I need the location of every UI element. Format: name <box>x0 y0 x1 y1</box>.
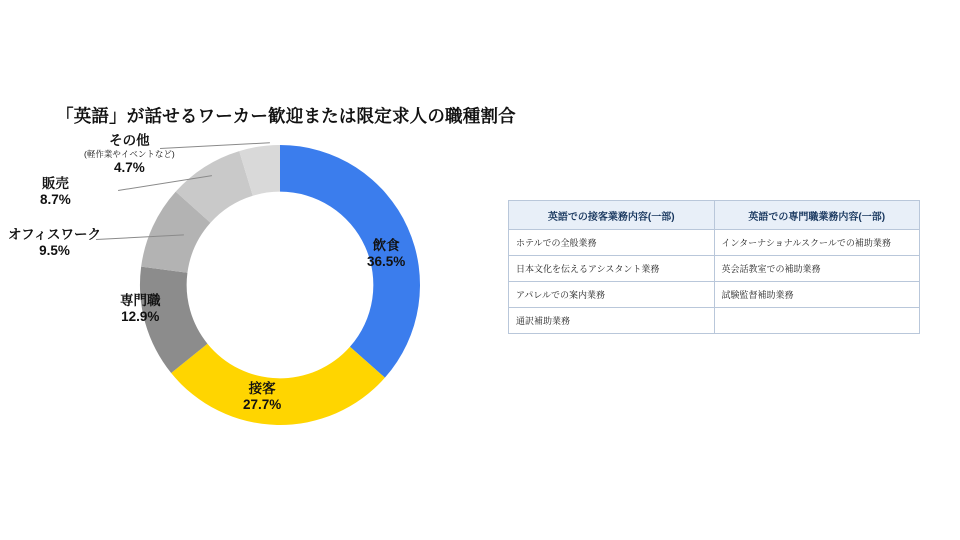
slice-label-service-pct: 27.7% <box>243 397 282 413</box>
slice-label-sales <box>40 176 71 209</box>
slice-label-food <box>367 238 405 271</box>
table-cell-service: 日本文化を伝えるアシスタント業務 <box>509 256 715 282</box>
chart-title: 「英語」が話せるワーカー歓迎または限定求人の職種割合 <box>56 106 516 126</box>
slice-label-office-pct: 9.5% <box>39 243 70 259</box>
table-cell-professional: 英会話教室での補助業務 <box>714 256 920 282</box>
table-header-professional: 英語での専門職業務内容(一部) <box>714 201 920 230</box>
slice-label-office-name: オフィスワーク <box>8 227 102 242</box>
slice-label-sales-name: 販売 <box>41 176 69 191</box>
table-header-service: 英語での接客業務内容(一部) <box>509 201 715 230</box>
slice-label-professional <box>120 293 161 326</box>
slice-label-service-name: 接客 <box>248 381 276 396</box>
slice-label-other <box>84 133 175 176</box>
slice-label-food-pct: 36.5% <box>367 254 406 270</box>
jobs-table <box>508 200 920 334</box>
table-row <box>509 256 920 282</box>
slice-label-other-name: その他 <box>109 133 150 148</box>
slice-label-professional-name: 専門職 <box>120 293 161 308</box>
slice-label-sales-pct: 8.7% <box>40 192 71 208</box>
slice-label-other-pct: 4.7% <box>113 159 145 175</box>
table-cell-service: アパレルでの案内業務 <box>509 282 715 308</box>
slice-label-food-name: 飲食 <box>372 238 400 253</box>
table-header-row <box>509 201 920 230</box>
table-row <box>509 282 920 308</box>
jobs-table-container <box>508 200 920 334</box>
table-row <box>509 308 920 334</box>
slice-label-service <box>243 381 281 414</box>
table-row <box>509 230 920 256</box>
jobs-table-head <box>509 201 920 230</box>
table-cell-professional <box>714 308 920 334</box>
jobs-table-body <box>509 230 920 334</box>
table-cell-professional: 試験監督補助業務 <box>714 282 920 308</box>
table-cell-service: 通訳補助業務 <box>509 308 715 334</box>
table-cell-professional: インターナショナルスクールでの補助業務 <box>714 230 920 256</box>
table-cell-service: ホテルでの全般業務 <box>509 230 715 256</box>
slice-label-professional-pct: 12.9% <box>121 309 160 325</box>
slice-label-office <box>8 227 101 260</box>
slice-label-other-sub: (軽作業やイベントなど) <box>84 149 175 160</box>
